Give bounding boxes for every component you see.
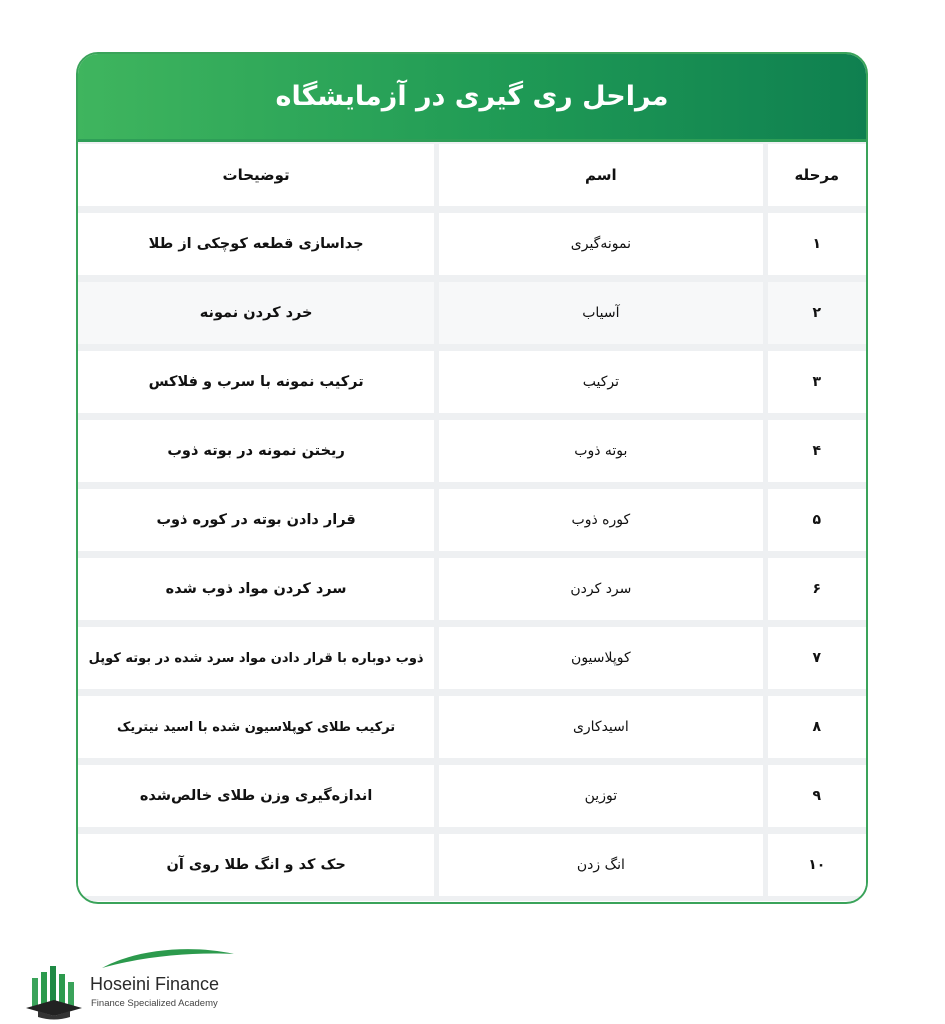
step-number: ۸: [768, 696, 866, 758]
step-description: ترکیب طلای کوپلاسیون شده با اسید نیتریک: [78, 696, 434, 758]
step-number: ۹: [768, 765, 866, 827]
step-name: اسیدکاری: [439, 696, 762, 758]
step-name: کوره ذوب: [439, 489, 762, 551]
table-row: [78, 280, 866, 349]
step-number: ۷: [768, 627, 866, 689]
table-row: [78, 763, 866, 832]
brand-logo: [24, 944, 254, 1020]
step-number: ۵: [768, 489, 866, 551]
brand-name: Hoseini Finance: [90, 974, 220, 994]
step-description: اندازه‌گیری وزن طلای خالص‌شده: [78, 765, 434, 827]
brand-tagline: Finance Specialized Academy: [91, 998, 218, 1009]
table-row: [78, 418, 866, 487]
step-description: ریختن نمونه در بوته ذوب: [78, 420, 434, 482]
stages-table: [78, 142, 866, 901]
step-description: ذوب دوباره با قرار دادن مواد سرد شده در بوته کوپل: [78, 627, 434, 689]
step-description: ترکیب نمونه با سرب و فلاکس: [78, 351, 434, 413]
column-header-description: توضیحات: [78, 144, 434, 206]
table-header-row: [78, 142, 866, 211]
table-row: [78, 487, 866, 556]
step-description: خرد کردن نمونه: [78, 282, 434, 344]
step-name: توزین: [439, 765, 762, 827]
step-name: آسیاب: [439, 282, 762, 344]
column-header-step: مرحله: [768, 144, 866, 206]
step-name: ترکیب: [439, 351, 762, 413]
table-row: [78, 832, 866, 901]
step-number: ۳: [768, 351, 866, 413]
step-name: سرد کردن: [439, 558, 762, 620]
step-description: سرد کردن مواد ذوب شده: [78, 558, 434, 620]
step-description: حک کد و انگ طلا روی آن: [78, 834, 434, 896]
step-description: قرار دادن بوته در کوره ذوب: [78, 489, 434, 551]
step-number: ۱: [768, 213, 866, 275]
step-description: جداسازی قطعه کوچکی از طلا: [78, 213, 434, 275]
step-number: ۴: [768, 420, 866, 482]
step-name: انگ زدن: [439, 834, 762, 896]
step-name: بوته ذوب: [439, 420, 762, 482]
stages-table-card: [76, 52, 868, 904]
table-header-banner: [78, 54, 866, 142]
page-title: مراحل ری گیری در آزمایشگاه: [275, 81, 669, 112]
table-row: [78, 694, 866, 763]
step-name: کوپلاسیون: [439, 627, 762, 689]
step-number: ۶: [768, 558, 866, 620]
table-row: [78, 625, 866, 694]
step-number: ۲: [768, 282, 866, 344]
column-header-name: اسم: [439, 144, 762, 206]
table-row: [78, 556, 866, 625]
table-row: [78, 211, 866, 280]
step-number: ۱۰: [768, 834, 866, 896]
table-row: [78, 349, 866, 418]
step-name: نمونه‌گیری: [439, 213, 762, 275]
